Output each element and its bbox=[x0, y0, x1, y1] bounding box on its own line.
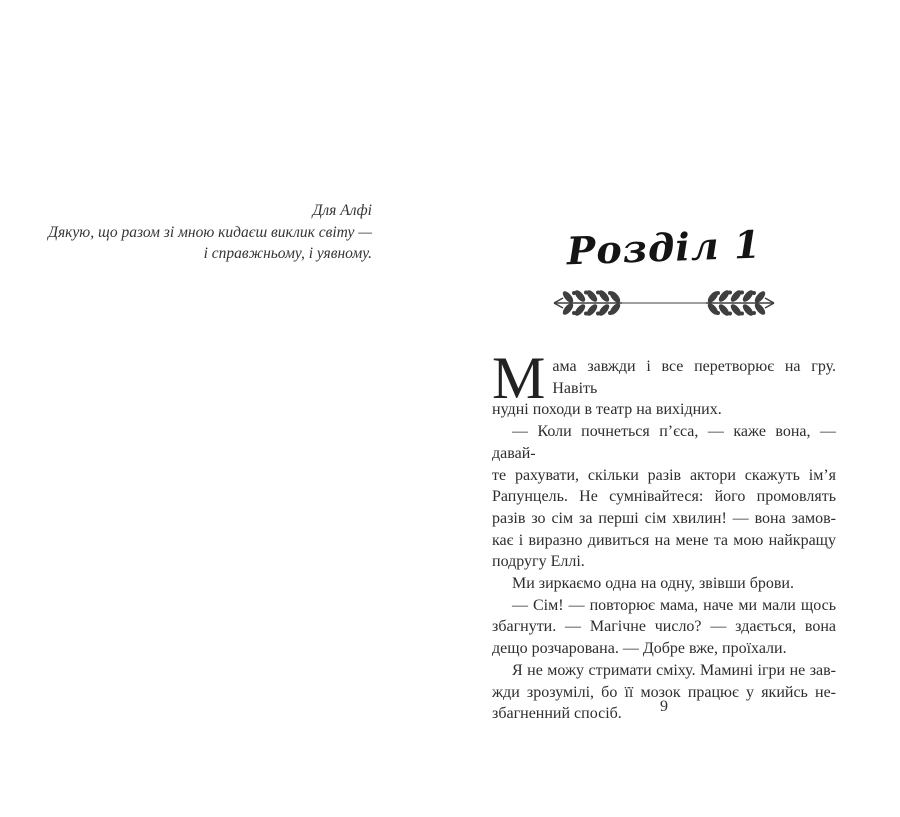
body-line: подругу Еллі. bbox=[492, 553, 585, 571]
dedication-line: Дякую, що разом зі мною кидаєш виклик світу — bbox=[48, 223, 372, 241]
drop-cap: М bbox=[492, 345, 546, 411]
body-line: жди зрозумілі, бо її мозок працює у якийсь не- bbox=[492, 683, 836, 701]
body-line: збагненний спосіб. bbox=[492, 705, 622, 723]
body-line: кає і виразно дивиться на мене та мою найкращу bbox=[492, 531, 836, 549]
leaf-branch-divider-icon bbox=[552, 290, 776, 316]
dedication bbox=[40, 200, 372, 265]
paragraph bbox=[492, 595, 836, 660]
chapter-body bbox=[492, 345, 836, 725]
body-line: ама завжди і все перетворює на гру. Навіть bbox=[552, 358, 836, 397]
body-line: Рапунцель. Не сумнівайтеся: його промовлять bbox=[492, 488, 836, 506]
paragraph bbox=[492, 345, 836, 421]
page-number: 9 bbox=[660, 698, 668, 715]
body-line: разів зо сім за перші сім хвилин! — вона замов- bbox=[492, 509, 836, 527]
paragraph bbox=[492, 421, 836, 573]
body-line: збагнути. — Магічне число? — здається, вона bbox=[492, 618, 836, 636]
body-line: те рахувати, скільки разів актори скажуть ім’я bbox=[492, 466, 836, 484]
body-line: — Коли почнеться п’єса, — каже вона, — давай- bbox=[492, 423, 836, 462]
body-line: нудні походи в театр на вихідних. bbox=[492, 401, 722, 419]
body-line: дещо розчарована. — Добре вже, проїхали. bbox=[492, 640, 787, 658]
dedication-line: і справжньому, і уявному. bbox=[203, 245, 372, 262]
chapter-title: Розділ 1 bbox=[565, 221, 762, 274]
body-line: Ми зиркаємо одна на одну, звівши брови. bbox=[512, 575, 794, 593]
body-line: — Сім! — повторює мама, наче ми мали щось bbox=[512, 596, 836, 614]
paragraph bbox=[492, 573, 836, 595]
body-line: Я не можу стримати сміху. Мамині ігри не зав- bbox=[512, 661, 836, 679]
dedication-line: Для Алфі bbox=[312, 202, 372, 219]
